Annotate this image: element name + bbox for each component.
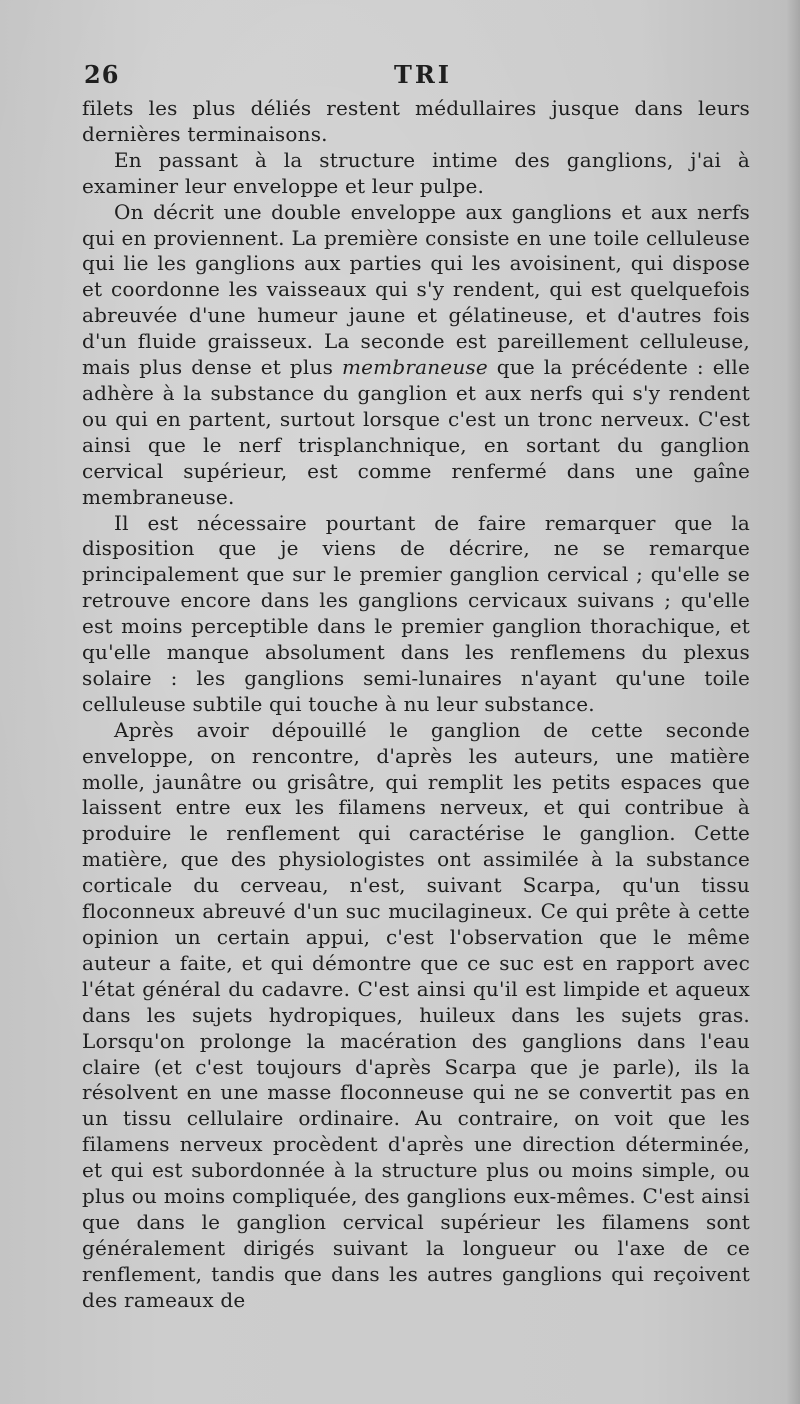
paragraph <box>82 200 750 511</box>
paragraph: Après avoir dépouillé le ganglion de cette seconde enveloppe, on rencontre, d'après les auteurs, une matière molle, jaunâtre ou grisâtre, qui remplit les petits espaces que laissent entre eux les filamens nerveux, et qui contribue à produire le renflement qui caractérise le ganglion. Cette matière, que des physiologistes ont assimilée à la substance corticale du cerveau, n'est, suivant Scarpa, qu'un tissu floconneux abreuvé d'un suc mucilagineux. Ce qui prête à cette opinion un certain appui, c'est l'observation que le même auteur a faite, et qui démontre que ce suc est en rapport avec l'état général du cadavre. C'est ainsi qu'il est limpide et aqueux dans les sujets hydropiques, huileux dans les sujets gras. Lorsqu'on prolonge la macération des ganglions dans l'eau claire (et c'est toujours d'après Scarpa que je parle), ils la résolvent en une masse floconneuse qui ne se convertit pas en un tissu cellulaire ordinaire. Au contraire, on voit que les filamens nerveux procèdent d'après une direction déterminée, et qui est subordonnée à la structure plus ou moins simple, ou plus ou moins compliquée, des ganglions eux-mêmes. C'est ainsi que dans le ganglion cervical supérieur les filamens sont généralement dirigés suivant la longueur ou l'axe de ce renflement, tandis que dans les autres ganglions qui reçoivent des rameaux de <box>82 717 750 1312</box>
paragraph-text: que la précédente : elle adhère à la substance du ganglion et aux nerfs qui s'y rendent ou qui en partent, surtout lorsque c'est un tronc nerveux. C'est ainsi que le nerf trisplanchnique, en sortant du ganglion cervical supérieur, est comme renfermé dans une gaîne membraneuse. <box>82 355 750 509</box>
italic-term: membraneuse <box>341 355 488 380</box>
paragraph-continuation: filets les plus déliés restent médullaires jusque dans leurs dernières terminaisons. <box>82 96 750 146</box>
page-number: 26 <box>84 60 120 89</box>
page-edge-shadow <box>786 0 800 1404</box>
running-head: TRI <box>394 60 453 89</box>
paragraph-text: On décrit une double enveloppe aux ganglions et aux nerfs qui en proviennent. La première consiste en une toile celluleuse qui lie les ganglions aux parties qui les avoisinent, qui dispose et coordonne les vaisseaux qui s'y rendent, qui est quelquefois abreuvée d'une humeur jaune et gélatineuse, et d'autres fois d'un fluide graisseux. La seconde est pareillement celluleuse, mais plus dense et plus <box>82 199 750 380</box>
paragraph: En passant à la structure intime des ganglions, j'ai à examiner leur enveloppe et leur pulpe. <box>82 147 750 198</box>
page-header <box>84 60 750 94</box>
paragraph: Il est nécessaire pourtant de faire remarquer que la disposition que je viens de décrire, ne se remarque principalement que sur le premier ganglion cervical ; qu'elle se retrouve encore dans les ganglions cervicaux suivans ; qu'elle est moins perceptible dans le premier ganglion thorachique, et qu'elle manque absolument dans les renflemens du plexus solaire : les ganglions semi-lunaires n'ayant qu'une toile celluleuse subtile qui touche à nu leur substance. <box>82 510 750 716</box>
body-text <box>82 96 750 1314</box>
